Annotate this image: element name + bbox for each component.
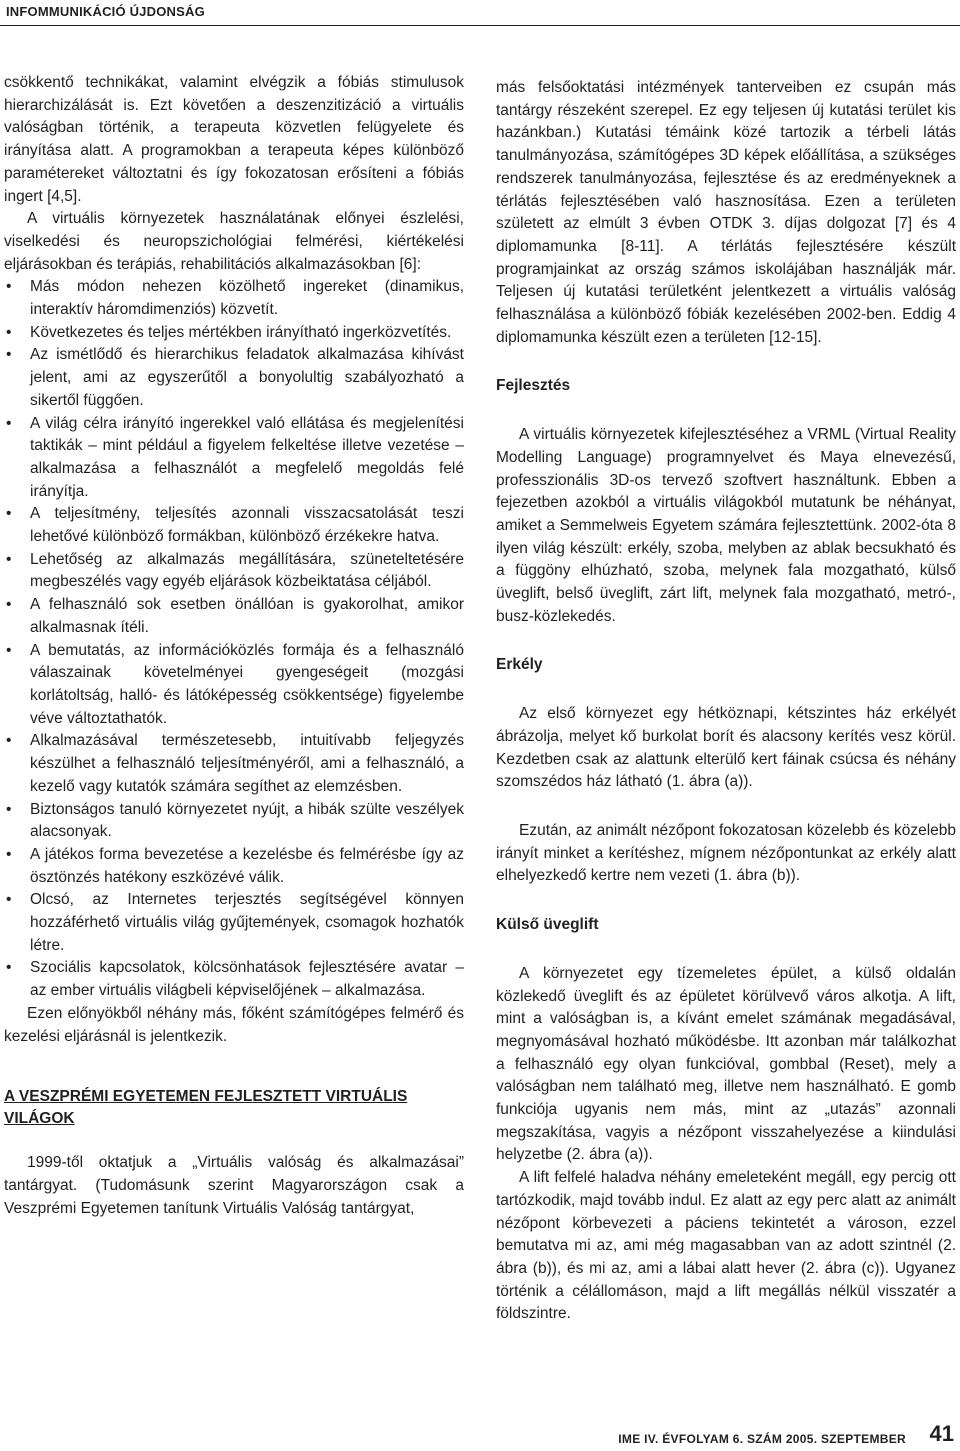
list-item: • A bemutatás, az információközlés formája és a felhasználó válaszainak követelményei gyengeségeit (mozgási korlátoltság, halló- és látóképesség csökkentsége) figyelembe véve változtathatók. (4, 640, 464, 731)
list-item: • A felhasználó sok esetben önállóan is gyakorolhat, amikor alkalmasnak ítéli. (4, 594, 464, 639)
paragraph: csökkentő technikákat, valamint elvégzik a fóbiás stimulusok hierarchizálását is. Ezt követően a deszenzitizáció a virtuális valóságban történik, a terapeuta közvetlen felügyelete és irányítása alatt. A programokban a terapeuta képes különböző paramétereket változtatni és így fokozatosan erősíteni a fóbiás ingert [4,5]. (4, 74, 464, 205)
spacer (496, 398, 956, 424)
spacer (496, 349, 956, 375)
spacer (496, 937, 956, 963)
paragraph: Az első környezet egy hétköznapi, kétszintes ház erkélyét ábrázolja, melyet kő burkolat borít és alacsony kerítés vesz körül. Kezdetben csak az alattunk elterülő kert fáinak csúcsa és néhány szomszédos ház látható (1. ábra (a)). (496, 705, 956, 791)
paragraph: 1999-től oktatjuk a „Virtuális valóság és alkalmazásai” tantárgyat. (Tudomásunk szerint Magyarországon csak a Veszprémi Egyetemen tanítunk Virtuális Valóság tantárgyat, (4, 1154, 464, 1217)
list-item: • A játékos forma bevezetése a kezelésbe és felmérésbe így az ösztönzés hatékony eszközévé válik. (4, 844, 464, 889)
list-item: • Alkalmazásával természetesebb, intuitívabb feljegyzés készülhet a felhasználó teljesítményéről, ami a felhasználó, a kezelő vagy kutatók számára segíthet az elemzésben. (4, 730, 464, 798)
list-item: • Más módon nehezen közölhető ingereket (dinamikus, interaktív háromdimenziós) közvetít. (4, 276, 464, 321)
advantages-list (4, 276, 464, 1003)
page-header (0, 0, 960, 26)
list-item: • A világ célra irányító ingerekkel való ellátása és megjelenítési taktikák – mint például a figyelem felkeltése illetve vezetése – alkalmazása a felhasználót a megfelelő megoldás felé irányítja. (4, 413, 464, 504)
list-item: • Következetes és teljes mértékben irányítható ingerközvetítés. (4, 322, 464, 345)
list-item: • Szociális kapcsolatok, kölcsönhatások fejlesztésére avatar – az ember virtuális világbeli képviselőjének – alkalmazása. (4, 957, 464, 1002)
paragraph: más felsőoktatási intézmények tanterveiben ez csupán más tantárgy részeként szerepel. Ez egy teljesen új kutatási terület kis hazánkban.) Kutatási témáink közé tartozik a térbeli látás tanulmányozása, számítógépes 3D képek előállítása, a szükséges rendszerek tanulmányozása, fejlesztése és az eredményeknek a térlátás fejlesztésében való hasznosítása. Ezen a területen született az elmúlt 3 évben OTDK 3. díjas dolgozat [7] és 4 diplomamunka [8-11]. A térlátás fejlesztésére készült programjainkat az ország számos iskolájában használják már. Teljesen új kutatási területként jelentkezett a virtuális valóság felhasználása a különböző fóbiák kezelésében 2002-ben. Eddig 4 diplomamunka készült ezen a területen [12-15]. (496, 79, 956, 346)
paragraph: A virtuális környezetek kifejlesztéséhez a VRML (Virtual Reality Modelling Language) programnyelvet és Maya elnevezésű, professzionális 3D-os tervező szoftvert használtunk. Ebben a fejezetben azokból a virtuális világokból mutatunk be néhányat, amiket a Semmelweis Egyetem számára fejlesztettünk. 2002-óta 8 ilyen világ készült: erkély, szoba, melyben az ablak becsukható és a függöny elhúzható, szoba, melynek fala mozgatható, külső üveglift, belső üveglift, zárt lift, melynek fala mozgatható, metró-, busz-közlekedés. (496, 426, 956, 625)
spacer (4, 1130, 464, 1152)
subsection-heading: Erkély (496, 656, 543, 674)
journal-issue: IME IV. ÉVFOLYAM 6. SZÁM 2005. SZEPTEMBER (618, 1432, 906, 1446)
subsection-heading: Külső üveglift (496, 916, 599, 934)
paragraph: A lift felfelé haladva néhány emeleteként megáll, egy percig ott tartózkodik, majd tovább indul. Ez alatt az egy perc alatt az animált nézőpont körbevezeti a páciens tekintetét a városon, ezzel bemutatva mi az, ami még magasabban van az adott szintnél (2. ábra (b)), és mi az, ami a lábai alatt hever (2. ábra (c)). Ugyanez történik a célállomáson, majd a lift megállás nélkül visszatér a földszintre. (496, 1169, 956, 1323)
list-item: • Az ismétlődő és hierarchikus feladatok alkalmazása kihívást jelent, ami az egyszerűtől a bonyolultig szabályozható a sikertől függően. (4, 344, 464, 412)
spacer (496, 888, 956, 914)
spacer (4, 1048, 464, 1086)
paragraph: A virtuális környezetek használatának előnyei észlelési, viselkedési és neuropszichológiai felmérési, kiértékelési eljárásokban és terápiás, rehabilitációs alkalmazásokban [6]: (4, 210, 464, 273)
list-item: • Olcsó, az Internetes terjesztés segítségével könnyen hozzáférhető virtuális világ gyűjtemények, csomagok hozhatók létre. (4, 889, 464, 957)
paragraph: A környezetet egy tízemeletes épület, a külső oldalán közlekedő üveglift és az épületet körülvevő város alkotja. A lift, mint a valóságban is, a kívánt emelet számának megadásával, megnyomásával hozható működésbe. Itt azonban már találkozhat a felhasználó egy olyan funkcióval, gombbal (Reset), mely a valóságban nem található meg, illetve nem használható. E gomb funkciója ugyanis nem más, mint az „utazás” azonnali megszakítása, vagyis a nézőpont visszahelyezése a kiindulási helyzetbe (2. ábra (a)). (496, 964, 956, 1164)
paragraph: Ezen előnyökből néhány más, főként számítógépes felmérő és kezelési eljárásnál is jelentkezik. (4, 1004, 464, 1045)
subsection-heading: Fejlesztés (496, 377, 571, 395)
spacer (496, 677, 956, 703)
spacer (496, 628, 956, 654)
header-rule (0, 25, 960, 26)
page-footer (520, 1418, 960, 1451)
list-item: • A teljesítmény, teljesítés azonnali visszacsatolását teszi lehetővé különböző formákban, különböző érzékekre hatva. (4, 503, 464, 548)
page-number: 41 (929, 1421, 954, 1446)
spacer (496, 794, 956, 820)
section-heading: A VESZPRÉMI EGYETEMEN FEJLESZTETT VIRTUÁLIS VILÁGOK (4, 1088, 408, 1128)
running-header: INFOMMUNIKÁCIÓ ÚJDONSÁG (6, 4, 205, 19)
list-item: • Biztonságos tanuló környezetet nyújt, a hibák szülte veszélyek alacsonyak. (4, 799, 464, 844)
left-column (4, 72, 464, 1220)
paragraph: Ezután, az animált nézőpont fokozatosan közelebb és közelebb irányít minket a kerítéshez, mígnem nézőpontunkat az erkély alatt elhelyezkedő kertre nem vezeti (1. ábra (b)). (496, 821, 956, 885)
right-column (496, 77, 956, 1326)
list-item: • Lehetőség az alkalmazás megállítására, szüneteltetésére megbeszélés vagy egyéb eljárások közbeiktatása céljából. (4, 549, 464, 594)
